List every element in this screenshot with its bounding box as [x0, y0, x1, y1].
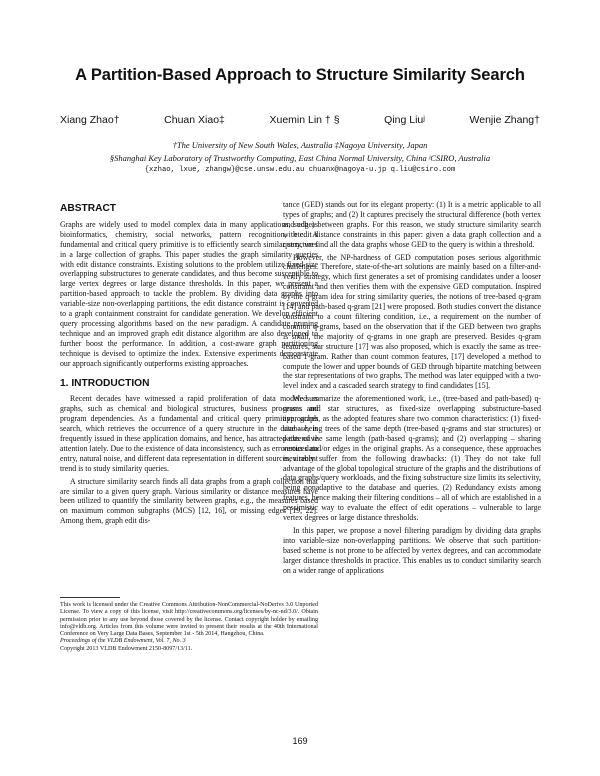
author: Wenjie Zhang†: [469, 114, 540, 126]
affiliation-line-1: †The University of New South Wales, Australia ‡Nagoya University, Japan: [172, 140, 428, 150]
author-emails: {xzhao, lxue, zhangw}@cse.unsw.edu.au chuanx@nagoya-u.jp q.liu@csiro.com: [144, 166, 456, 174]
footnote-license: This work is licensed under the Creative Commons Attribution-NonCommercial-NoDerivs 3.0 Unported License. To view a copy of this license, visit http://creativecommons.org/licenses/by-nc-nd/3.0/. Obtain permission prior to any use beyond those covered by the license. Contact copyright holder by emailing info@vldb.org. Articles from this volume were invited to present their results at the 40th International Conference on Very Large Data Bases, September 1st - 5th 2014, Hangzhou, China.: [60, 602, 318, 638]
abstract-heading: ABSTRACT: [60, 203, 117, 214]
right-paragraph-4: In this paper, we propose a novel filtering paradigm by dividing data graphs into variable-size non-overlapping partitions. We observe that such partition-based scheme is not prone to be affected by vertex degrees, and can accommodate larger distance thresholds in practice. This enables us to conduct similarity search on a wider range of applications: [283, 526, 541, 575]
footnote-rule: [60, 597, 120, 598]
author: Chuan Xiao‡: [164, 114, 225, 126]
right-paragraph-2: However, the NP-hardness of GED computation poses serious algorithmic challenges. Therefore, state-of-the-art solutions are mainly based on a filter-and-verify strategy, which first generates a set of promising candidates under a looser constraint and then verifies them with the expensive GED computation. Inspired by the q-gram idea for string similarity queries, the notions of tree-based q-gram [14] and path-based q-gram [21] were proposed. Both studies convert the distance constraint to a count filtering condition, i.e., a requirement on the number of common q-grams, based on the observation that if the GED between two graphs is small, the majority of q-grams in one graph are preserved. Besides q-gram features, star structure [17] was also proposed, which is exactly the same as tree-based 1-gram. Rather than count common features, [17] developed a method to compute the lower and upper bounds of GED through bipartite matching between the star representations of two graphs. The method was later equipped with a two-level index and a cascaded search strategy to find candidates [15].: [283, 252, 541, 391]
introduction-heading: 1. INTRODUCTION: [60, 377, 150, 389]
intro-paragraph-2: A structure similarity search finds all data graphs from a graph collection that are similar to a given query graph. Various similarity or distance measures have been utilized to quantify the similarity between graphs, e.g., the measures based on maximum common subgraphs (MCS) [12, 16], or missing edges [19, 22]. Among them, graph edit dis-: [60, 476, 318, 526]
footnote-copyright: Copyright 2013 VLDB Endowment 2150-8097/13/11.: [60, 645, 193, 652]
left-column: [60, 200, 318, 529]
footnote-journal: Proceedings of the VLDB Endowment, Vol. 7, No. 3: [60, 638, 186, 645]
intro-paragraph-1: Recent decades have witnessed a rapid proliferation of data modeled as graphs, such as chemical and biological structures, business processes and program dependencies. As a fundamental and critical query primitive, graph search, which retrieves the occurrence of a query structure in the database, is frequently issued in these application domains, and hence, has attracted extensive attention lately. Due to the existence of data inconsistency, such as erroneous data entry, natural noise, and different data representation in different sources, a recent trend is to study similarity queries.: [60, 394, 318, 473]
author: Qing Liuʲ: [384, 114, 425, 126]
right-paragraph-1: tance (GED) stands out for its elegant property: (1) It is a metric applicable to all types of graphs; and (2) It captures precisely the structural difference (both vertex and edge) between graphs. For this reason, we study structure similarity search with edit distance constraints in this paper: given a data graph collection and a query, we find all the data graphs whose GED to the query is within a threshold.: [283, 200, 541, 249]
author: Xuemin Lin † §: [269, 114, 340, 126]
abstract-text: Graphs are widely used to model complex data in many applications, such as bioinformatics, chemistry, social networks, pattern recognition, etc. A fundamental and critical query primitive is to efficiently search similar structures in a large collection of graphs. This paper studies the graph similarity queries with edit distance constraints. Existing solutions to the problem utilize fixed-size overlapping substructures to generate candidates, and thus become susceptible to large vertex degrees or large distance thresholds. In this paper, we present a partition-based approach to tackle the problem. By dividing data graphs into variable-size non-overlapping partitions, the edit distance constraint is converted to a graph containment constraint for candidate generation. We develop efficient query processing algorithms based on the new paradigm. A candidate pruning technique and an improved graph edit distance algorithm are also developed to further boost the performance. In addition, a cost-aware graph partitioning technique is devised to optimize the index. Extensive experiments demonstrate our approach significantly outperforms existing approaches.: [60, 219, 318, 368]
page-number: 169: [292, 736, 308, 746]
license-footnote: [60, 602, 318, 653]
right-column: [283, 200, 541, 579]
paper-title: A Partition-Based Approach to Structure Similarity Search: [75, 66, 525, 84]
right-paragraph-3: We summarize the aforementioned work, i.e., (tree-based and path-based) q-grams and star structures, as fixed-size overlapping substructure-based approaches, as the adopted features share two common characteristics: (1) fixed-size – being trees of the same depth (tree-based q-grams and star structures) or paths of the same length (path-based q-grams); and (2) overlapping – sharing vertices and/or edges in the original graphs. As a consequence, these approaches inevitably suffer from the following drawbacks: (1) They do not take full advantage of the global topological structure of the graphs and the distributions of data graphs/query workloads, and the fixing substructure size limits its selectivity, being nonadaptive to the database and queries. (2) Redundancy exists among features, hence making their filtering conditions – all of which are established in a pessimistic way to evaluate the effect of edit operations – vulnerable to large vertex degrees or large distance thresholds.: [283, 394, 541, 523]
author-list: [60, 114, 540, 126]
author: Xiang Zhao†: [60, 114, 120, 126]
affiliation-line-2: §Shanghai Key Laboratory of Trustworthy Computing, East China Normal University, China ʲCSIRO, Australia: [109, 153, 491, 163]
